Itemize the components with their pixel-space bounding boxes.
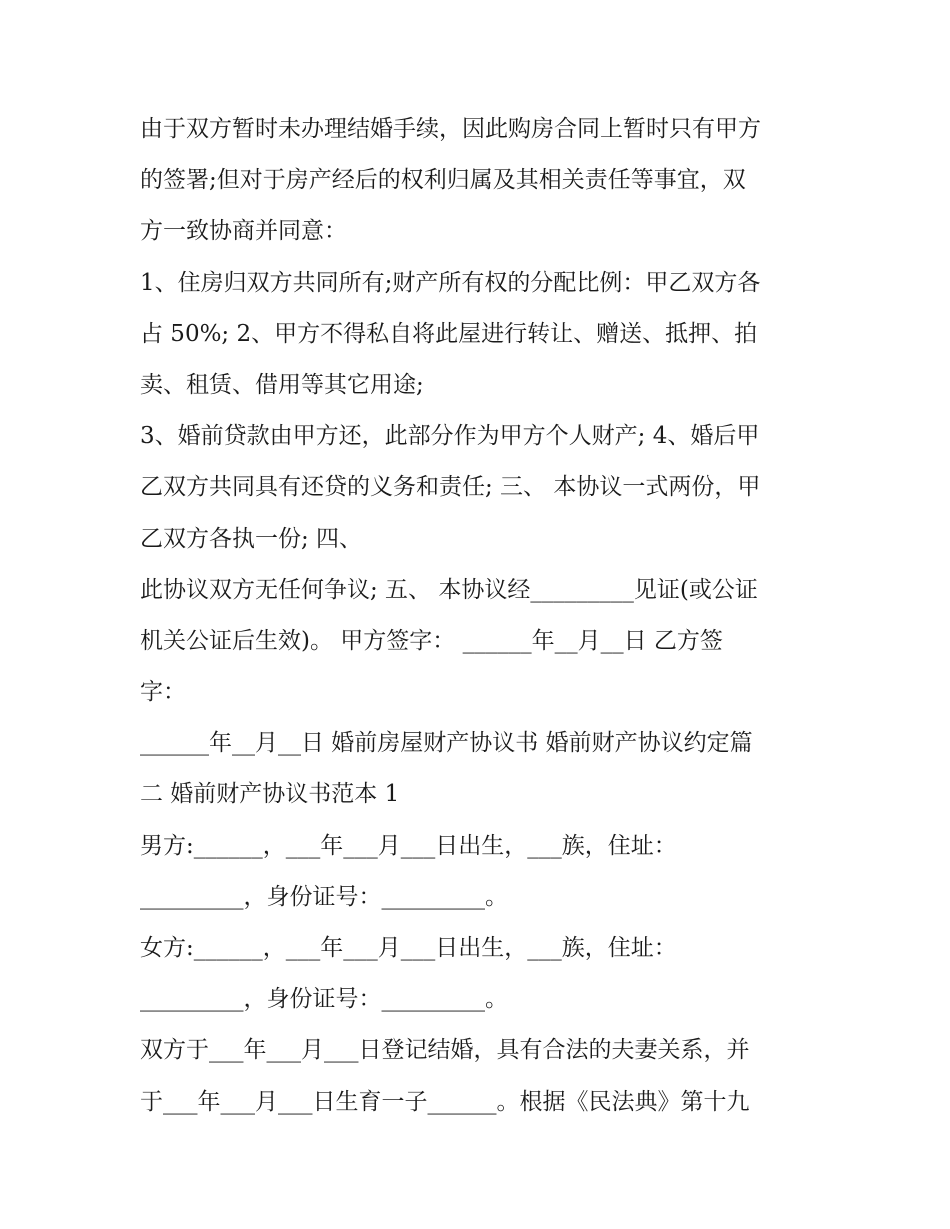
- text-line: 二 婚前财产协议书范本 1: [140, 781, 400, 808]
- text-line: 卖、租赁、借用等其它用途;: [140, 371, 424, 398]
- text-line: 的签署;但对于房产经后的权利归属及其相关责任等事宜，双: [140, 167, 746, 194]
- text-line: 占 50%; 2、甲方不得私自将此屋进行转让、赠送、抵押、拍: [140, 320, 758, 347]
- text-line: 机关公证后生效)。 甲方签字： ______年__月__日 乙方签: [140, 627, 723, 654]
- text-line: 男方:______，___年___月___日出生，___族，住址：: [140, 832, 677, 859]
- text-line: 字：: [140, 679, 186, 706]
- text-line: 此协议双方无任何争议; 五、 本协议经_________见证(或公证: [140, 576, 758, 603]
- document-body: [140, 104, 820, 1128]
- text-line: 于___年___月___日生育一子______。根据《民法典》第十九: [140, 1088, 750, 1115]
- text-line: 女方:______，___年___月___日出生，___族，住址：: [140, 935, 677, 961]
- text-line: _________，身份证号：_________。: [140, 986, 508, 1013]
- text-line: 3、婚前贷款由甲方还，此部分作为甲方个人财产; 4、婚后甲: [140, 423, 760, 450]
- text-line: 乙双方各执一份; 四、: [140, 525, 363, 552]
- text-line: 双方于___年___月___日登记结婚，具有合法的夫妻关系，并: [140, 1037, 750, 1064]
- text-line: _________，身份证号：_________。: [140, 883, 508, 910]
- text-line: ______年__月__日 婚前房屋财产协议书 婚前财产协议约定篇: [140, 730, 753, 757]
- text-line: 乙双方共同具有还贷的义务和责任; 三、 本协议一式两份，甲: [140, 474, 761, 501]
- text-line: 1、住房归双方共同所有;财产所有权的分配比例：甲乙双方各: [140, 269, 761, 296]
- text-line: 由于双方暂时未办理结婚手续，因此购房合同上暂时只有甲方: [140, 116, 761, 142]
- text-line: 方一致协商并同意：: [140, 218, 347, 245]
